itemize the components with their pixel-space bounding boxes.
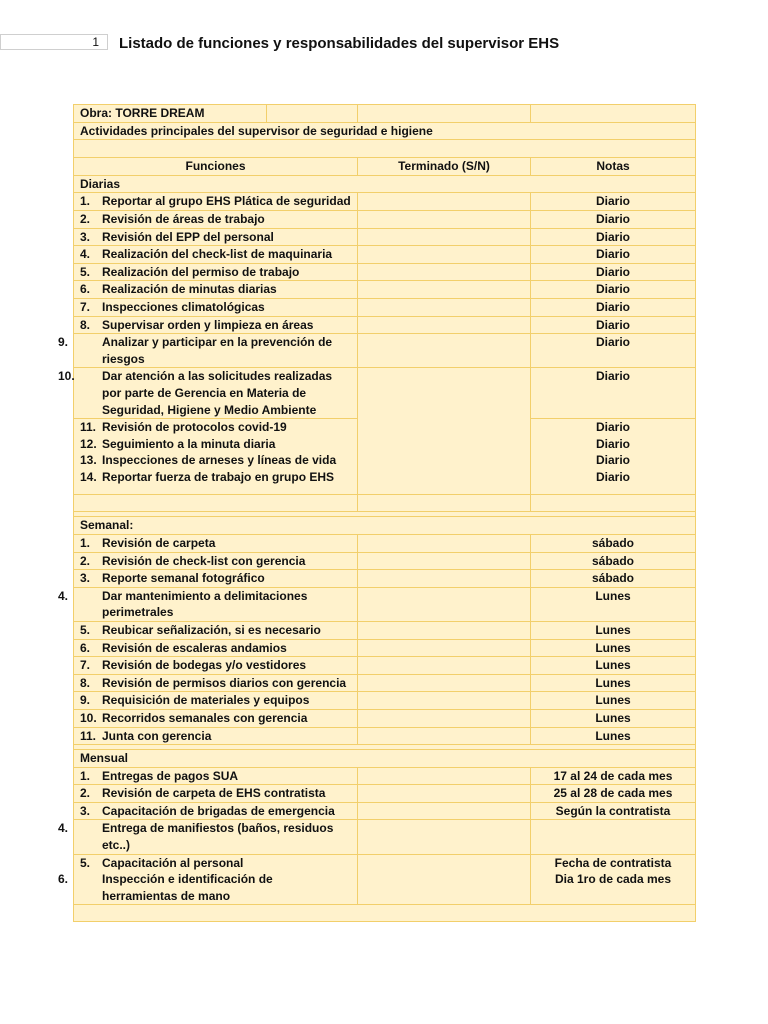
- terminado-input[interactable]: [358, 281, 531, 299]
- task-note: 17 al 24 de cada mes: [531, 767, 696, 785]
- task-row: 2. Revisión de carpeta de EHS contratista: [74, 785, 358, 803]
- terminado-input[interactable]: [358, 621, 531, 639]
- task-row: 9. Requisición de materiales y equipos: [74, 692, 358, 710]
- task-note: Diario: [531, 452, 696, 469]
- task-note: sábado: [531, 570, 696, 588]
- task-row: 10. Recorridos semanales con gerencia: [74, 709, 358, 727]
- task-note: Diario: [531, 298, 696, 316]
- task-row: 7. Revisión de bodegas y/o vestidores: [74, 657, 358, 675]
- task-note: [531, 820, 696, 854]
- task-note: Diario: [531, 334, 696, 368]
- task-note: sábado: [531, 534, 696, 552]
- task-note: 25 al 28 de cada mes: [531, 785, 696, 803]
- task-note: Lunes: [531, 727, 696, 745]
- task-row: 6. Realización de minutas diarias: [74, 281, 358, 299]
- task-row: 8. Revisión de permisos diarios con gerencia: [74, 674, 358, 692]
- page-number-box: 1: [0, 34, 108, 50]
- terminado-input[interactable]: [358, 820, 531, 854]
- task-row: 11. Junta con gerencia: [74, 727, 358, 745]
- task-row: 4. Realización del check-list de maquinaria: [74, 246, 358, 264]
- task-row: 5. Reubicar señalización, si es necesario: [74, 621, 358, 639]
- responsibilities-table: [58, 104, 696, 922]
- task-note: sábado: [531, 552, 696, 570]
- task-note: Diario: [531, 419, 696, 436]
- section-title-mensual: Mensual: [74, 750, 696, 768]
- task-row: 3. Capacitación de brigadas de emergencia: [74, 802, 358, 820]
- terminado-input[interactable]: [358, 727, 531, 745]
- task-note: Diario: [531, 263, 696, 281]
- task-note: Fecha de contratista: [531, 854, 696, 871]
- task-note: Dia 1ro de cada mes: [531, 871, 696, 905]
- task-note: Diario: [531, 281, 696, 299]
- terminado-input[interactable]: [358, 570, 531, 588]
- task-note: Lunes: [531, 587, 696, 621]
- task-row: 3. Revisión del EPP del personal: [74, 228, 358, 246]
- task-note: Según la contratista: [531, 802, 696, 820]
- terminado-input[interactable]: [358, 246, 531, 264]
- terminado-input[interactable]: [358, 657, 531, 675]
- task-row: 2. Revisión de check-list con gerencia: [74, 552, 358, 570]
- terminado-input[interactable]: [358, 316, 531, 334]
- terminado-input[interactable]: [358, 368, 531, 495]
- task-note: Lunes: [531, 657, 696, 675]
- section-title-semanal: Semanal:: [74, 517, 696, 535]
- task-note: Lunes: [531, 621, 696, 639]
- task-note: Diario: [531, 193, 696, 211]
- task-note: Diario: [531, 210, 696, 228]
- task-row: 7. Inspecciones climatológicas: [74, 298, 358, 316]
- task-note: Diario: [531, 469, 696, 495]
- terminado-input[interactable]: [358, 785, 531, 803]
- task-note: Diario: [531, 228, 696, 246]
- task-row: 10. Dar atención a las solicitudes realizadas por parte de Gerencia en Materia de Seguridad, Higiene y Medio Ambiente: [74, 368, 358, 419]
- task-row: 3. Reporte semanal fotográfico: [74, 570, 358, 588]
- task-row: 1. Entregas de pagos SUA: [74, 767, 358, 785]
- task-row: 5. Capacitación al personal: [74, 854, 358, 871]
- task-row: 2. Revisión de áreas de trabajo: [74, 210, 358, 228]
- page-title: Listado de funciones y responsabilidades del supervisor EHS: [119, 35, 560, 52]
- task-row: 11. Revisión de protocolos covid-19: [74, 419, 358, 436]
- task-note: Diario: [531, 246, 696, 264]
- header-terminado: Terminado (S/N): [358, 158, 531, 176]
- task-row: 5. Realización del permiso de trabajo: [74, 263, 358, 281]
- task-row: 12. Seguimiento a la minuta diaria: [74, 436, 358, 453]
- task-row: 6. Inspección e identificación de herramientas de mano: [74, 871, 358, 905]
- task-row: 14. Reportar fuerza de trabajo en grupo EHS: [74, 469, 358, 495]
- task-row: 4. Entrega de manifiestos (baños, residuos etc..): [74, 820, 358, 854]
- task-row: 8. Supervisar orden y limpieza en áreas: [74, 316, 358, 334]
- terminado-input[interactable]: [358, 534, 531, 552]
- task-note: Diario: [531, 316, 696, 334]
- task-note: Lunes: [531, 674, 696, 692]
- task-row: 1. Reportar al grupo EHS Plática de seguridad: [74, 193, 358, 211]
- task-note: Diario: [531, 436, 696, 453]
- task-note: Lunes: [531, 709, 696, 727]
- task-note: Lunes: [531, 639, 696, 657]
- task-row: 13. Inspecciones de arneses y líneas de vida: [74, 452, 358, 469]
- obra-cell: Obra: TORRE DREAM: [74, 105, 267, 123]
- terminado-input[interactable]: [358, 210, 531, 228]
- header-funciones: Funciones: [74, 158, 358, 176]
- header-notas: Notas: [531, 158, 696, 176]
- task-row: 1. Revisión de carpeta: [74, 534, 358, 552]
- task-row: 9. Analizar y participar en la prevención de riesgos: [74, 334, 358, 368]
- task-note: Diario: [531, 368, 696, 419]
- subtitle-cell: Actividades principales del supervisor de seguridad e higiene: [74, 122, 696, 140]
- terminado-input[interactable]: [358, 692, 531, 710]
- task-row: 4. Dar mantenimiento a delimitaciones perimetrales: [74, 587, 358, 621]
- section-title-diarias: Diarias: [74, 175, 696, 193]
- task-note: Lunes: [531, 692, 696, 710]
- task-row: 6. Revisión de escaleras andamios: [74, 639, 358, 657]
